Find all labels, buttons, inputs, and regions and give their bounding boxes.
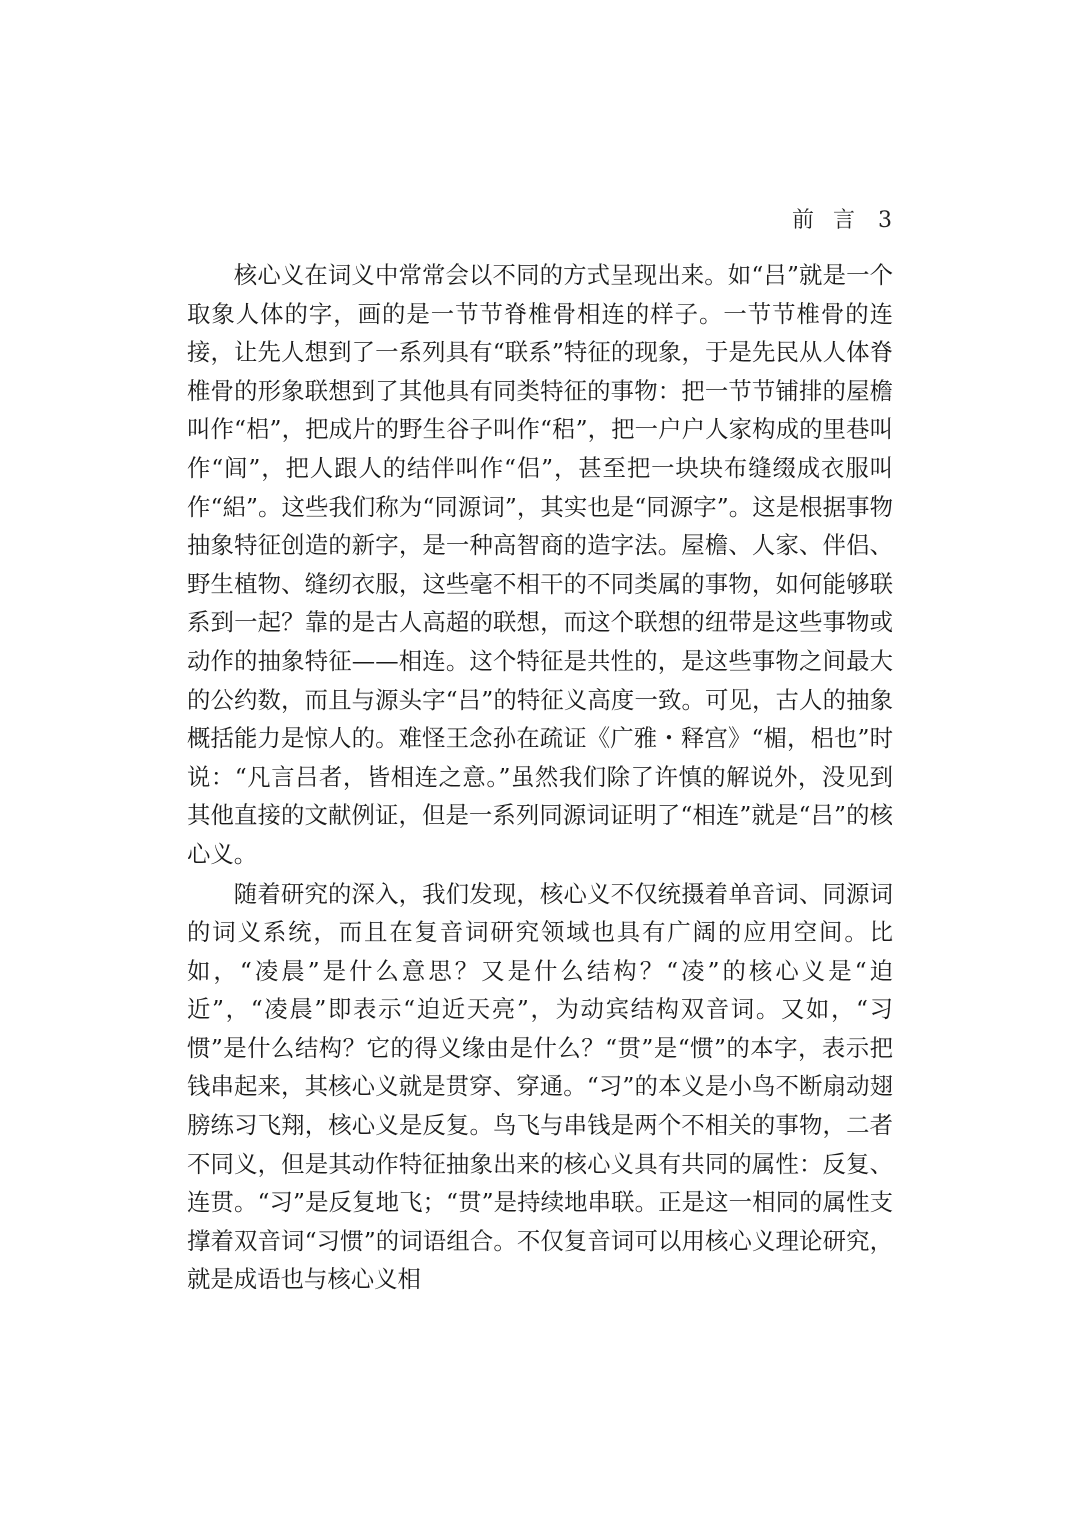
running-header: [792, 203, 892, 234]
page-number: 3: [878, 208, 892, 233]
paragraph-1: 核心义在词义中常常会以不同的方式呈现出来。如“吕”就是一个取象人体的字，画的是一节节脊椎骨相连的样子。一节节椎骨的连接，让先人想到了一系列具有“联系”特征的现象，于是先民从人体脊椎骨的形象联想到了其他具有同类特征的事物：把一节节铺排的屋檐叫作“梠”，把成片的野生谷子叫作“稆”，把一户户人家构成的里巷叫作“闾”，把人跟人的结伴叫作“侣”，甚至把一块块布缝缀成衣服叫作“絽”。这些我们称为“同源词”，其实也是“同源字”。这是根据事物抽象特征创造的新字，是一种高智商的造字法。屋檐、人家、伴侣、野生植物、缝纫衣服，这些毫不相干的不同类属的事物，如何能够联系到一起？靠的是古人高超的联想，而这个联想的纽带是这些事物或动作的抽象特征——相连。这个特征是共性的，是这些事物之间最大的公约数，而且与源头字“吕”的特征义高度一致。可见，古人的抽象概括能力是惊人的。难怪王念孙在疏证《广雅・释宫》“楣，梠也”时说：“凡言吕者，皆相连之意。”虽然我们除了许慎的解说外，没见到其他直接的文献例证，但是一系列同源词证明了“相连”就是“吕”的核心义。: [187, 261, 893, 868]
header-title: 前 言: [792, 208, 861, 233]
body-text: [187, 256, 893, 1299]
paragraph-2: 随着研究的深入，我们发现，核心义不仅统摄着单音词、同源词的词义系统，而且在复音词研究领域也具有广阔的应用空间。比如，“凌晨”是什么意思？又是什么结构？“凌”的核心义是“迫近”，“凌晨”即表示“迫近天亮”，为动宾结构双音词。又如，“习惯”是什么结构？它的得义缘由是什么？“贯”是“惯”的本字，表示把钱串起来，其核心义就是贯穿、穿通。“习”的本义是小鸟不断扇动翅膀练习飞翔，核心义是反复。鸟飞与串钱是两个不相关的事物，二者不同义，但是其动作特征抽象出来的核心义具有共同的属性：反复、连贯。“习”是反复地飞；“贯”是持续地串联。正是这一相同的属性支撑着双音词“习惯”的词语组合。不仅复音词可以用核心义理论研究，就是成语也与核心义相: [187, 879, 893, 1294]
